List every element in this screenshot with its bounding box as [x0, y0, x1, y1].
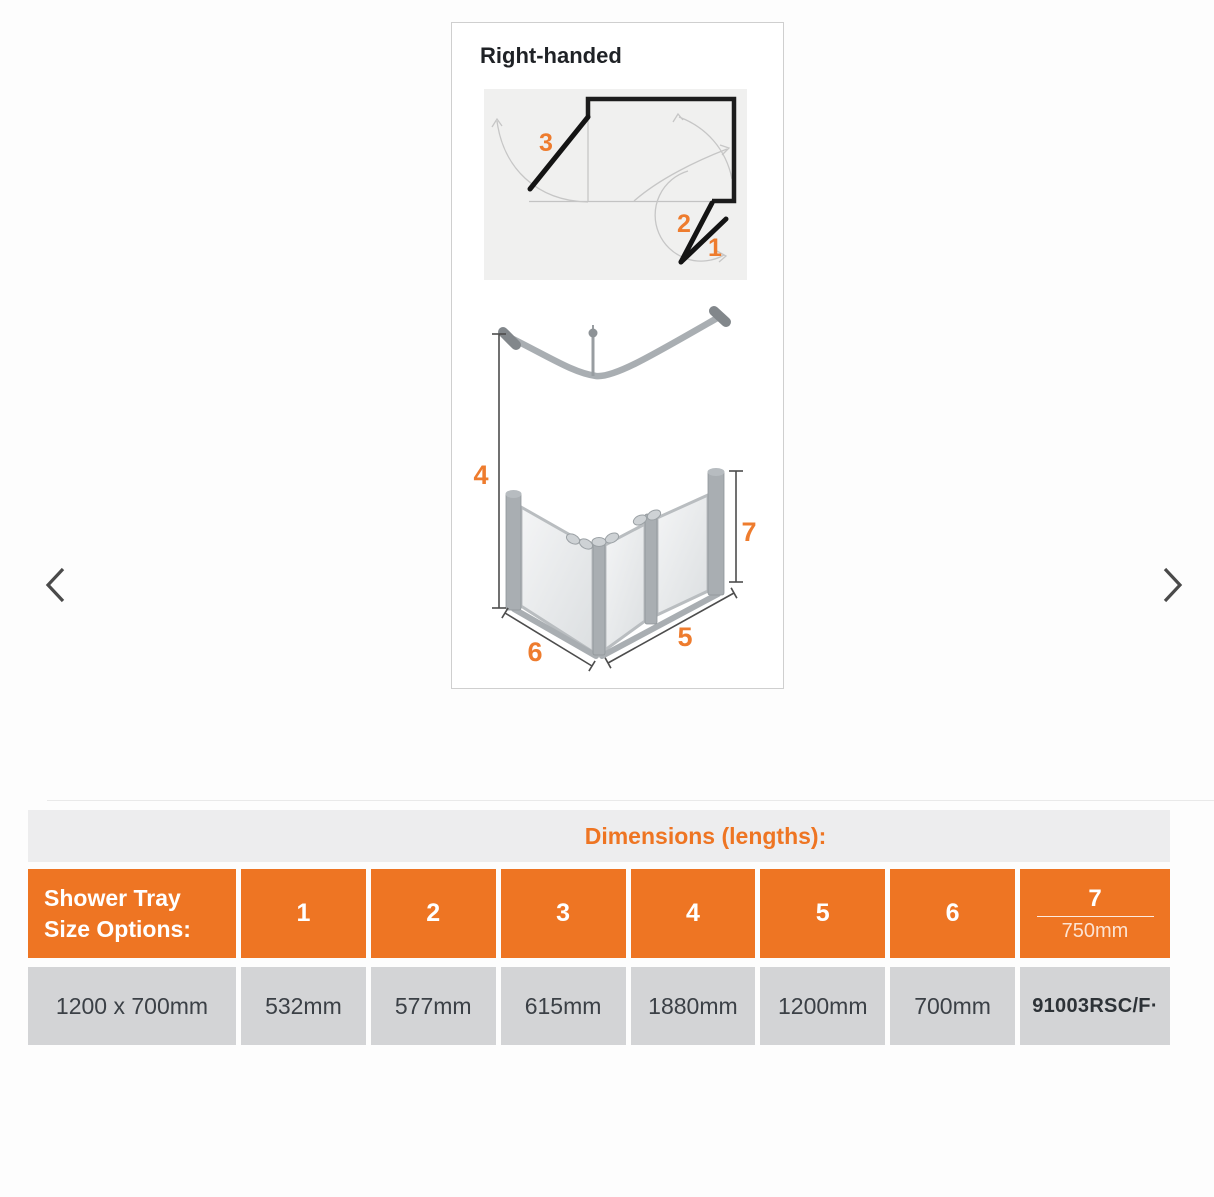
product-code-cell: 91003RSC/F· [1020, 967, 1170, 1045]
value-cell-5: 1200mm [760, 967, 885, 1045]
row-header-line1: Shower Tray [44, 885, 181, 912]
row-header-cell [28, 869, 236, 958]
column-header-3: 3 [501, 869, 626, 958]
ceiling-support-rod [589, 325, 598, 376]
dimension-label-5: 5 [677, 622, 693, 652]
tray-size-cell: 1200 x 700mm [28, 967, 236, 1045]
shower-screen-illustration [456, 301, 786, 691]
table-title: Dimensions (lengths): [584, 823, 827, 849]
glass-panel-right-outer [657, 495, 708, 615]
column-7-divider [1037, 916, 1154, 917]
section-divider [47, 800, 1214, 801]
dimension-label-4: 4 [473, 460, 489, 490]
post-right-mid [645, 514, 657, 624]
column-7-label: 7 [1088, 884, 1102, 912]
value-cell-4: 1880mm [631, 967, 756, 1045]
column-7-sublabel: 750mm [1061, 919, 1129, 942]
value-cell-1: 532mm [241, 967, 366, 1045]
table-data-row [28, 967, 1170, 1045]
figure-title: Right-handed [480, 43, 622, 68]
table-title-bar [28, 810, 1170, 862]
plan-label-door-1: 1 [708, 234, 722, 262]
plan-label-door-2: 2 [677, 210, 691, 238]
value-cell-6: 700mm [890, 967, 1015, 1045]
column-header-1: 1 [241, 869, 366, 958]
column-header-6: 6 [890, 869, 1015, 958]
dimension-label-7: 7 [741, 517, 757, 547]
dimension-label-6: 6 [527, 637, 543, 667]
post-right-back [708, 471, 724, 595]
plan-label-door-3: 3 [539, 129, 553, 157]
plan-view-diagram [484, 89, 747, 280]
chevron-right-icon [1159, 565, 1185, 605]
row-header-line2: Size Options: [44, 915, 191, 942]
curtain-rail [503, 311, 726, 376]
figure-frame [451, 22, 784, 689]
column-header-2: 2 [371, 869, 496, 958]
column-header-5: 5 [760, 869, 885, 958]
carousel-prev-button[interactable] [38, 562, 74, 608]
carousel-next-button[interactable] [1154, 562, 1190, 608]
column-header-7 [1020, 869, 1170, 958]
column-header-4: 4 [631, 869, 756, 958]
value-cell-3: 615mm [501, 967, 626, 1045]
chevron-left-icon [43, 565, 69, 605]
post-left-back [506, 493, 521, 610]
value-cell-2: 577mm [371, 967, 496, 1045]
dimensions-table [28, 810, 1170, 1045]
post-corner [593, 543, 605, 655]
table-header-row [28, 869, 1170, 958]
